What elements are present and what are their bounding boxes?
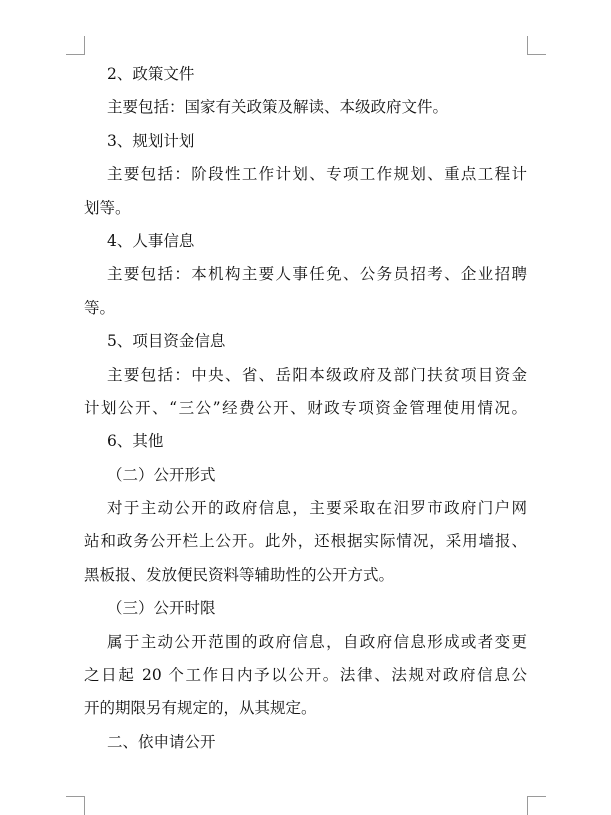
- crop-mark-bottom-right: [527, 796, 546, 815]
- text-line: 等。: [84, 298, 116, 317]
- text-line: 计划公开、“三公”经费公开、财政专项资金管理使用情况。: [84, 398, 527, 417]
- crop-mark-top-right: [527, 36, 546, 55]
- text-line: 划等。: [84, 198, 131, 217]
- text-line: 开的期限另有规定的，从其规定。: [84, 699, 317, 718]
- text-line: 站和政务公开栏上公开。此外，还根据实际情况，采用墙报、: [84, 532, 527, 551]
- crop-mark-top-left: [66, 36, 85, 55]
- text-line: 6、其他: [107, 432, 164, 451]
- document-body: [84, 58, 527, 759]
- text-line: 4、人事信息: [107, 231, 195, 250]
- text-line: （二）公开形式: [107, 465, 216, 484]
- text-line: 之日起 20 个工作日内予以公开。法律、法规对政府信息公: [84, 666, 527, 685]
- text-line: 二、依申请公开: [107, 732, 216, 751]
- text-line: 主要包括：中央、省、岳阳本级政府及部门扶贫项目资金: [107, 365, 527, 384]
- text-line: 主要包括：本机构主要人事任免、公务员招考、企业招聘: [107, 265, 527, 284]
- text-line: 5、项目资金信息: [107, 332, 226, 351]
- text-line: 对于主动公开的政府信息，主要采取在汨罗市政府门户网: [107, 499, 527, 518]
- text-line: （三）公开时限: [107, 599, 216, 618]
- text-line: 属于主动公开范围的政府信息，自政府信息形成或者变更: [107, 632, 527, 651]
- crop-mark-bottom-left: [66, 796, 85, 815]
- text-line: 黑板报、发放便民资料等辅助性的公开方式。: [84, 565, 395, 584]
- text-line: 主要包括：阶段性工作计划、专项工作规划、重点工程计: [107, 165, 527, 184]
- text-line: 3、规划计划: [107, 131, 195, 150]
- text-line: 2、政策文件: [107, 65, 195, 83]
- text-line: 主要包括：国家有关政策及解读、本级政府文件。: [107, 98, 449, 117]
